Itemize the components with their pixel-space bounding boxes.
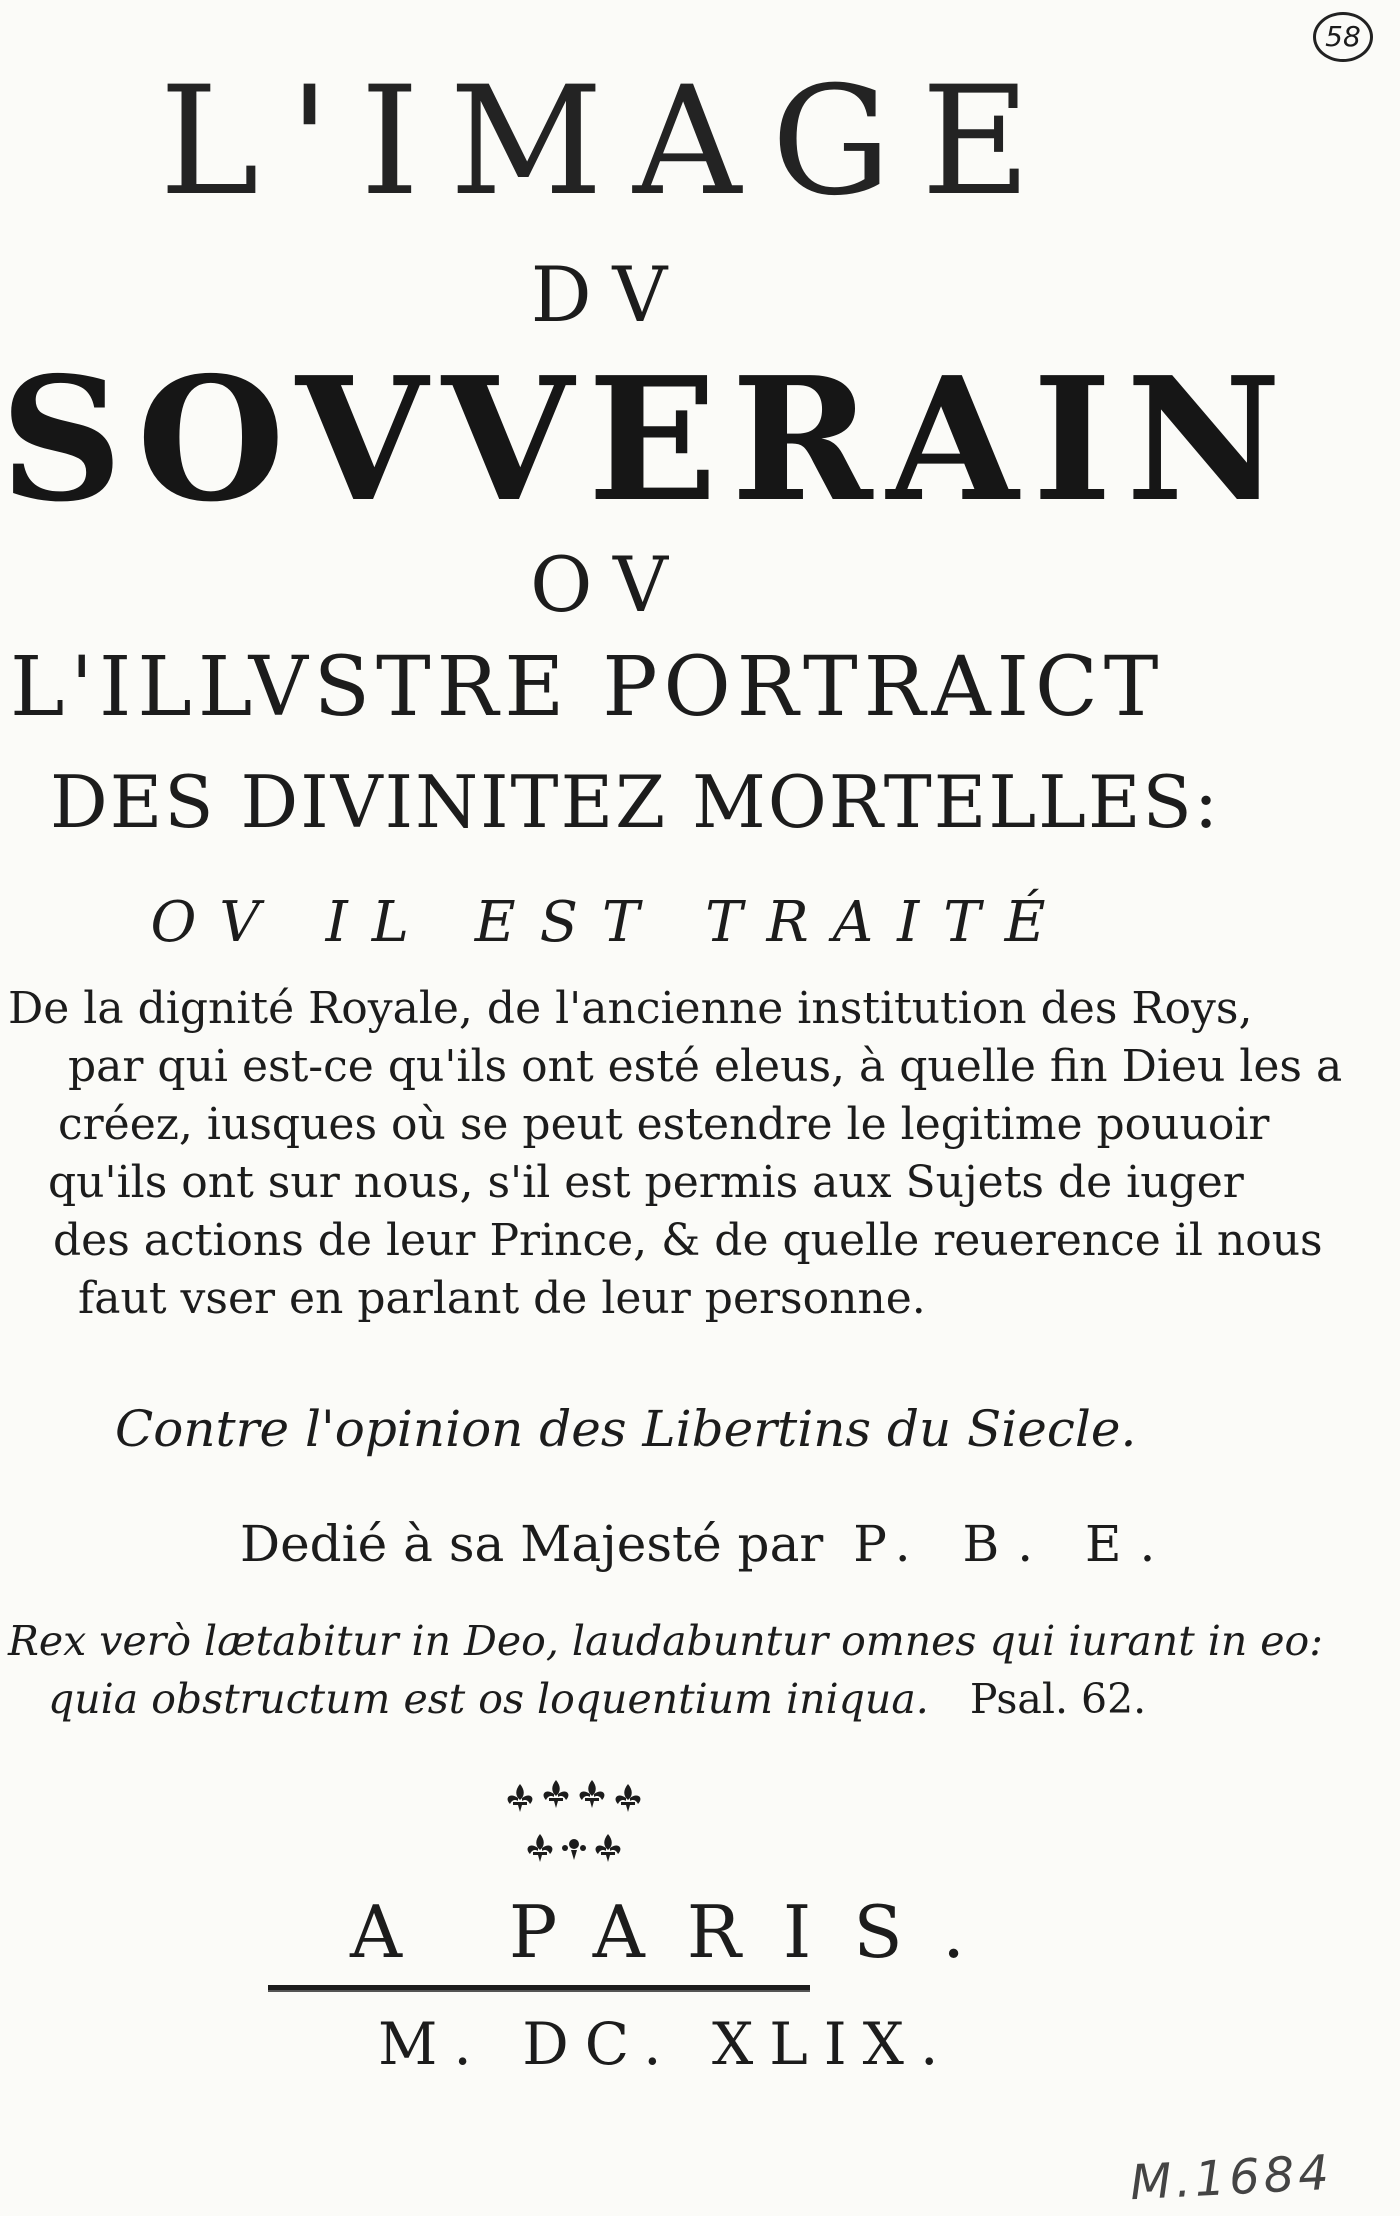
subtitle: OV IL EST TRAITÉ bbox=[150, 890, 1070, 955]
folio-number: 58 bbox=[1313, 12, 1373, 62]
shelfmark-annotation: M.1684 bbox=[1128, 2144, 1335, 2212]
contre-line: Contre l'opinion des Libertins du Siecle. bbox=[115, 1400, 1137, 1458]
description-paragraph bbox=[8, 980, 1343, 1328]
fleur-de-lis-icon bbox=[508, 1780, 641, 1862]
description-line: De la dignité Royale, de l'ancienne institution des Roys, bbox=[8, 983, 1253, 1034]
dedication-text: Dedié à sa Majesté par bbox=[240, 1515, 824, 1573]
latin-epigraph bbox=[8, 1612, 1323, 1728]
description-line: par qui est-ce qu'ils ont esté eleus, à quelle fin Dieu les a bbox=[68, 1041, 1343, 1092]
psalm-reference: Psal. 62. bbox=[969, 1675, 1147, 1723]
title-line-ou: OV bbox=[530, 540, 690, 629]
fleuron-ornament bbox=[500, 1770, 650, 1890]
latin-line-2 bbox=[8, 1670, 1323, 1728]
latin-line: quia obstructum est os loquentium iniqua. bbox=[48, 1675, 929, 1723]
description-line: qu'ils ont sur nous, s'il est permis aux Sujets de iuger bbox=[48, 1157, 1244, 1208]
title-line-divinitez: DES DIVINITEZ MORTELLES: bbox=[50, 760, 1221, 844]
imprint-year: M. DC. XLIX. bbox=[378, 2010, 955, 2078]
title-line-image: L'IMAGE bbox=[159, 55, 1061, 229]
title-line-portraict: L'ILLVSTRE PORTRAICT bbox=[10, 640, 1165, 735]
description-line: faut vser en parlant de leur personne. bbox=[78, 1273, 926, 1324]
latin-line: Rex verò lætabitur in Deo, laudabuntur omnes qui iurant in eo: bbox=[8, 1617, 1324, 1665]
description-line: créez, iusques où se peut estendre le legitime pouuoir bbox=[58, 1099, 1270, 1150]
description-line: des actions de leur Prince, & de quelle reuerence il nous bbox=[53, 1215, 1323, 1266]
author-initials: P. B. E. bbox=[853, 1515, 1174, 1573]
imprint-place: A PARIS. bbox=[350, 1890, 1008, 1974]
imprint-rule bbox=[268, 1985, 810, 1992]
title-line-souverain: SOVVERAIN bbox=[0, 340, 1296, 540]
title-line-du: DV bbox=[530, 250, 690, 339]
dedication bbox=[240, 1515, 1173, 1573]
